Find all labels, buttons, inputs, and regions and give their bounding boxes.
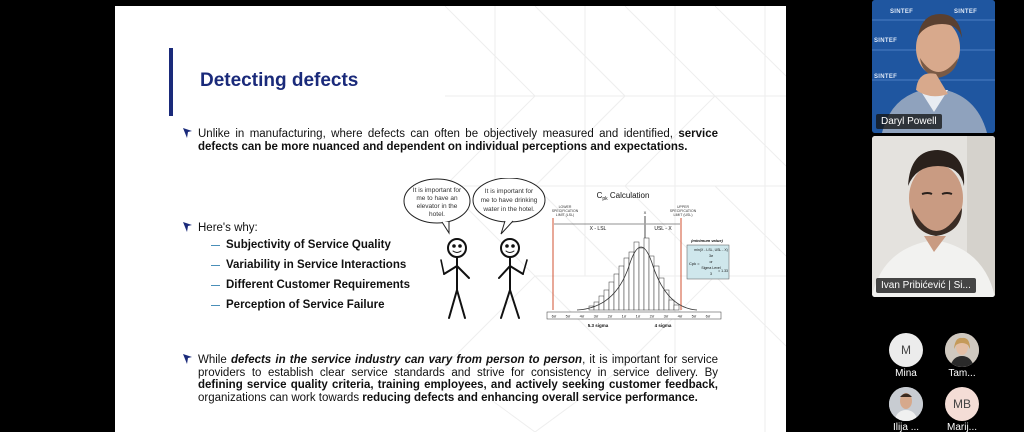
bullet-service-defects-conclusion [198, 354, 718, 404]
participant-name-tag: Ivan Pribićević | Si... [876, 278, 976, 293]
formula-title: (minimum value) [691, 238, 723, 243]
sigma-tick: 2σ [607, 313, 613, 319]
sigma-tick: 1σ [635, 313, 641, 319]
participant-label: Mina [895, 368, 917, 379]
avatar-photo [889, 387, 923, 421]
lsl-label: SPECIFICATION [551, 209, 579, 213]
reason-item: Perception of Service Failure [211, 298, 410, 318]
bullet3-text: organizations can work towards [198, 391, 363, 404]
illustration-figures-and-cpk-chart [397, 178, 732, 328]
cpk-chart-title: $C_{pk}$ Calculation [596, 191, 650, 202]
avatar-initial: M [901, 343, 911, 357]
bullet3-text: , it is important for service providers to establish clear service standards and strive for consistency in service delivery. By [198, 354, 718, 379]
avatar [945, 333, 979, 367]
bubble2-line: It is important for [484, 188, 534, 195]
speech-bubble-1 [404, 179, 470, 233]
cpk-chart [547, 191, 729, 328]
video-tile-ivan-pribicevic[interactable] [872, 136, 995, 297]
lsl-label: LIMIT (LSL) [555, 213, 575, 217]
bullet-heres-why [198, 222, 258, 235]
participant-marij[interactable] [937, 387, 987, 432]
left-sigma-label: 5.3 sigma [587, 323, 609, 328]
avatar-photo [945, 333, 979, 367]
formula-line: 3σ [708, 254, 714, 258]
stick-figure-1 [441, 239, 469, 318]
sigma-tick: 5σ [691, 313, 697, 319]
histogram-bars [589, 238, 679, 310]
sigma-tick: 5σ [565, 313, 571, 319]
reasons-list [211, 238, 410, 318]
formula-cpk: Cpk = [689, 261, 700, 266]
formula-line: or [709, 260, 713, 264]
bullet3-bold: defining service quality criteria, training employees, and actively seeking customer feedback, [198, 379, 718, 392]
sigma-tick: 4σ [579, 313, 585, 319]
bullet-arrow-icon [183, 354, 192, 364]
bubble1-line: elevator in the [416, 203, 458, 210]
formula-line: Sigma Level [701, 266, 721, 270]
bullet1-bold-text: service defects can be more nuanced and dependent on individual perceptions and expectations. [198, 128, 718, 153]
sigma-tick: 6σ [705, 313, 711, 319]
sintef-logo: SINTEF [874, 38, 898, 44]
speech-bubble-2 [473, 178, 545, 234]
bullet1-text: Unlike in manufacturing, where defects can often be objectively measured and identified, [198, 128, 679, 140]
sintef-logo: SINTEF [874, 74, 898, 80]
formula-result: = 1.33 [718, 269, 728, 273]
video-tile-daryl-powell[interactable] [872, 0, 995, 133]
usl-label: UPPER [676, 205, 690, 209]
reason-item: Variability in Service Interactions [211, 258, 410, 278]
sigma-tick: 1σ [621, 313, 627, 319]
bubble1-line: It is important for [412, 187, 462, 194]
sintef-logo: SINTEF [954, 9, 978, 15]
right-sigma-label: 4 sigma [654, 323, 672, 328]
left-span-label: X - LSL [589, 226, 607, 232]
avatar-initial: MB [953, 397, 971, 411]
ivan-video-feed [872, 136, 995, 297]
bullet2-intro: Here's why: [198, 222, 258, 234]
bubble2-line: me to have drinking [480, 197, 538, 204]
sigma-tick: 4σ [677, 313, 683, 319]
bubble1-line: me to have an [416, 195, 458, 202]
slide-title: Detecting defects [200, 70, 359, 91]
bullet3-bold: reducing defects and enhancing overall service performance. [362, 391, 698, 404]
avatar [945, 387, 979, 421]
bullet-manufacturing-comparison [198, 128, 718, 153]
bubble2-line: water in the hotel. [483, 206, 535, 213]
formula-line: 3 [710, 272, 712, 276]
sigma-tick: 6σ [551, 313, 557, 319]
avatar [889, 387, 923, 421]
bullet3-emphasis: defects in the service industry can vary from person to person [230, 354, 583, 366]
reason-item: Different Customer Requirements [211, 278, 410, 298]
usl-label: LIMIT (USL) [673, 213, 693, 217]
participant-label: Tam... [948, 368, 976, 379]
presentation-slide [115, 6, 786, 432]
sigma-tick: 3σ [593, 313, 599, 319]
bullet-arrow-icon [183, 128, 192, 138]
bubble1-line: hotel. [429, 211, 445, 218]
avatar [889, 333, 923, 367]
participant-ilija[interactable] [881, 387, 931, 432]
sigma-tick: 3σ [663, 313, 669, 319]
participant-label: Ilija ... [892, 422, 920, 432]
stick-figure-2 [499, 239, 527, 318]
lsl-label: LOWER [558, 205, 572, 209]
participant-label: Marij... [947, 422, 977, 432]
reason-item: Subjectivity of Service Quality [211, 238, 410, 258]
sintef-logo: SINTEF [890, 9, 914, 15]
usl-label: SPECIFICATION [669, 209, 697, 213]
formula-line: min(X - LSL, USL - X) [694, 248, 728, 252]
bullet-arrow-icon [183, 222, 192, 232]
sigma-tick: 2σ [649, 313, 655, 319]
participant-name-tag: Daryl Powell [876, 114, 942, 129]
right-span-label: USL - X [654, 226, 672, 232]
bullet3-text: While [198, 354, 231, 366]
title-accent-bar [169, 48, 173, 116]
participant-mina[interactable] [881, 333, 931, 379]
mean-label: X [643, 210, 647, 215]
participant-tam[interactable] [937, 333, 987, 379]
